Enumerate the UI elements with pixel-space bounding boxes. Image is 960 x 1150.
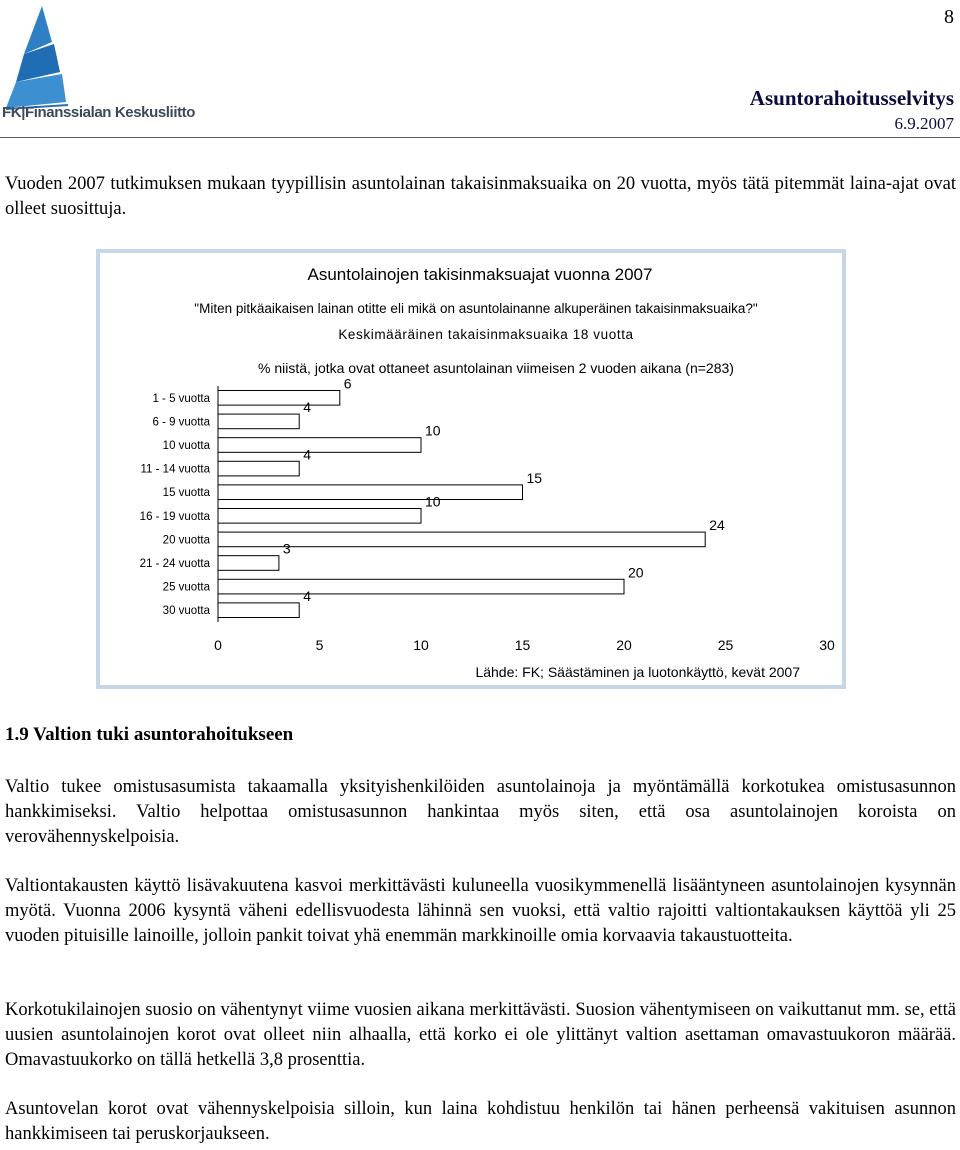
bar bbox=[218, 390, 340, 405]
data-label: 4 bbox=[303, 587, 311, 604]
section-heading: 1.9 Valtion tuki asuntorahoitukseen bbox=[5, 724, 294, 745]
data-label: 20 bbox=[628, 564, 644, 581]
x-tick-label: 20 bbox=[616, 637, 632, 653]
x-tick-label: 25 bbox=[717, 637, 734, 653]
category-label: 30 vuotta bbox=[162, 605, 210, 618]
category-label: 25 vuotta bbox=[162, 581, 210, 594]
x-tick-label: 30 bbox=[819, 637, 835, 653]
data-label: 6 bbox=[343, 375, 352, 392]
bar bbox=[218, 438, 421, 453]
category-label: 15 vuotta bbox=[162, 487, 210, 500]
category-label: 11 - 14 vuotta bbox=[140, 463, 210, 476]
chart-subtitle: % niistä, jotka ovat ottaneet asuntolainan viimeisen 2 vuoden aikana (n=283) bbox=[258, 360, 734, 376]
page-number: 8 bbox=[944, 6, 954, 28]
x-tick-label: 5 bbox=[315, 637, 324, 653]
body-paragraph-2: Valtiontakausten käyttö lisävakuutena kasvoi merkittävästi kuluneella vuosikymmenellä lisääntyneen asuntolainojen kysynnän myötä. Vuonna 2006 kysyntä väheni edellisvuodesta lähinnä sen vuoksi, että valtio rajoitti valtiontakauksen käyttöä yli 25 vuoden pituisille lainoille, jolloin pankit toivat yhä enemmän markkinoille omia korvaavia takaustuotteita. bbox=[5, 876, 956, 946]
document-date: 6.9.2007 bbox=[894, 114, 954, 133]
header-divider bbox=[0, 137, 960, 138]
bar bbox=[218, 414, 299, 429]
bar bbox=[218, 603, 299, 618]
category-label: 1 - 5 vuotta bbox=[152, 392, 210, 405]
data-label: 4 bbox=[303, 446, 311, 463]
intro-paragraph: Vuoden 2007 tutkimuksen mukaan tyypillisin asuntolainan takaisinmaksuaika on 20 vuotta, myös tätä pitemmät laina-ajat ovat olleet suosittuja. bbox=[5, 174, 956, 219]
x-tick-label: 10 bbox=[413, 637, 429, 653]
category-label: 20 vuotta bbox=[162, 534, 210, 547]
body-paragraph-4: Asuntovelan korot ovat vähennyskelpoisia silloin, kun laina kohdistuu henkilön tai hänen perheensä vakituisen asunnon hankkimiseen tai peruskorjaukseen. bbox=[5, 1099, 956, 1144]
body-paragraph-3: Korkotukilainojen suosio on vähentynyt viime vuosien aikana merkittävästi. Suosion vähentymiseen on vaikuttanut mm. se, että uusien asuntolainojen korot ovat olleet niin alhaalla, että korko ei ole ylittänyt valtion asettaman omavastuukoron määrää. Omavastuukorko on tällä hetkellä 3,8 prosenttia. bbox=[5, 1000, 956, 1070]
chart-title: Asuntolainojen takisinmaksuajat vuonna 2007 bbox=[307, 265, 653, 284]
bar bbox=[218, 485, 523, 500]
data-label: 15 bbox=[526, 469, 543, 486]
bar bbox=[218, 579, 624, 594]
category-label: 16 - 19 vuotta bbox=[139, 510, 210, 523]
body-paragraph-1: Valtio tukee omistusasumista takaamalla yksityishenkilöiden asuntolainoja ja myöntämällä korkotukea omistusasunnon hankkimiseksi. Valtio helpottaa omistusasunnon hankintaa myös siten, että osa asuntolainojen koroista on verovähennyskelpoisia. bbox=[5, 777, 956, 847]
category-label: 6 - 9 vuotta bbox=[152, 416, 210, 429]
bar bbox=[218, 532, 705, 547]
chart-frame bbox=[96, 249, 846, 689]
bar bbox=[218, 508, 421, 523]
chart-average: Keskimääräinen takaisinmaksuaika 18 vuotta bbox=[338, 327, 634, 342]
chart-question: "Miten pitkäaikaisen lainan otitte eli mikä on asuntolainanne alkuperäinen takaisinmaksuaika?" bbox=[194, 301, 758, 316]
x-tick-label: 0 bbox=[214, 637, 222, 653]
bar bbox=[218, 461, 299, 476]
document-title: Asuntorahoitusselvitys bbox=[749, 86, 954, 110]
chart-canvas bbox=[100, 253, 842, 685]
logo-text: FK|Finanssialan Keskusliitto bbox=[2, 104, 196, 121]
data-label: 24 bbox=[709, 517, 725, 534]
category-label: 10 vuotta bbox=[162, 440, 210, 452]
category-label: 21 - 24 vuotta bbox=[139, 558, 210, 570]
data-label: 3 bbox=[282, 540, 291, 557]
data-label: 4 bbox=[303, 399, 311, 416]
x-tick-label: 15 bbox=[514, 637, 531, 653]
bar bbox=[218, 556, 279, 571]
data-label: 10 bbox=[425, 422, 441, 439]
chart-source: Lähde: FK; Säästäminen ja luotonkäyttö, kevät 2007 bbox=[475, 664, 800, 680]
chart-plot bbox=[140, 375, 835, 653]
data-label: 10 bbox=[425, 493, 441, 510]
